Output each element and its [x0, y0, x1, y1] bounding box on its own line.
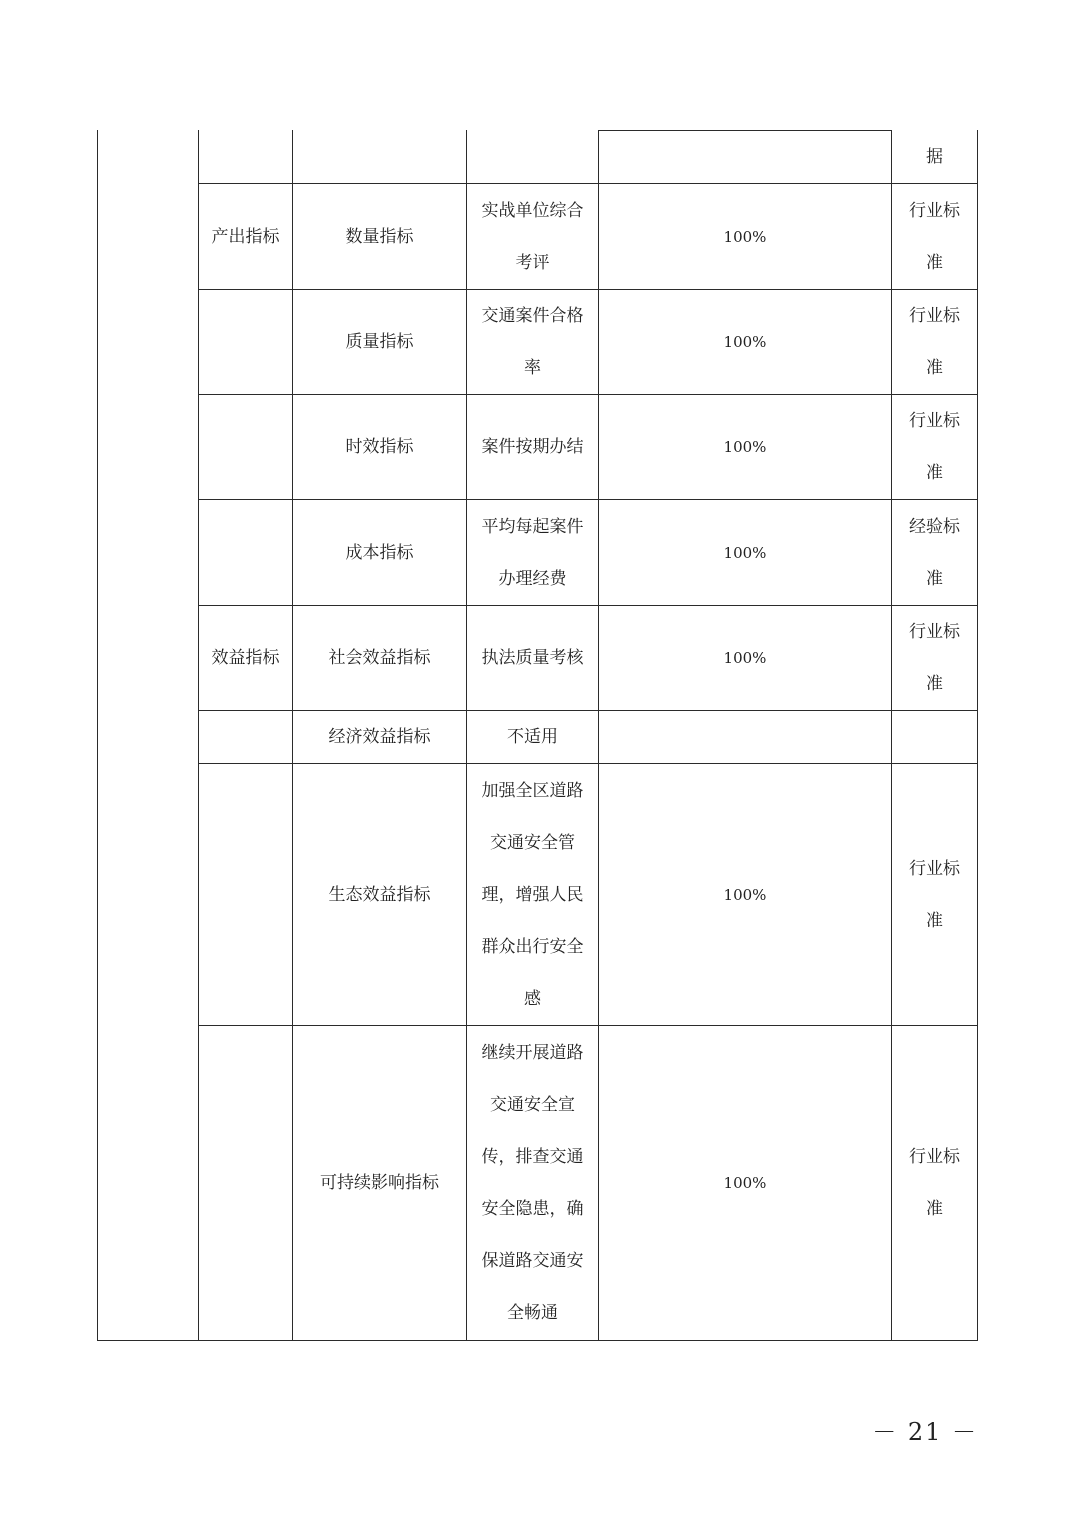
indicator-cell: 不适用 [507, 727, 558, 747]
value-cell: 100% [723, 649, 767, 667]
basis-cell: 行业标 准 [909, 1147, 960, 1219]
indicator-cell: 继续开展道路 交通安全宣 传，排查交通 安全隐患，确 保道路交通安 全畅通 [481, 1043, 584, 1323]
table-border-left [97, 130, 98, 1341]
basis-cell: 行业标 准 [909, 858, 960, 931]
value-cell: 100% [723, 438, 767, 456]
sub-indicator-cell: 数量指标 [345, 226, 414, 247]
basis-cell [892, 711, 977, 763]
page-number: － 21 － [872, 1418, 978, 1446]
value-cell [599, 711, 891, 763]
indicator-cell: 平均每起案件 办理经费 [481, 516, 584, 589]
value-cell: 100% [723, 885, 767, 904]
sub-indicator-cell: 经济效益指标 [328, 727, 431, 747]
table-col-line [198, 130, 199, 1341]
sub-indicator-cell: 可持续影响指标 [320, 1173, 439, 1193]
basis-cell: 行业标 准 [909, 200, 960, 273]
value-cell: 100% [723, 543, 767, 562]
group-cell: 效益指标 [211, 648, 280, 668]
sub-indicator-cell: 生态效益指标 [328, 884, 431, 905]
basis-cell: 行业标 准 [909, 306, 960, 378]
value-cell: 100% [723, 333, 767, 351]
sub-indicator-cell: 质量指标 [345, 332, 414, 352]
table-bottom-line [97, 1340, 978, 1341]
sub-indicator-cell: 时效指标 [345, 437, 414, 457]
sub-indicator-cell: 成本指标 [345, 542, 414, 563]
sub-indicator-cell: 社会效益指标 [328, 648, 431, 668]
indicator-cell: 执法质量考核 [481, 648, 584, 668]
basis-cell: 行业标 准 [909, 411, 960, 483]
indicator-cell: 交通案件合格 率 [481, 306, 584, 378]
basis-cell: 经验标 准 [909, 516, 960, 589]
value-cell: 100% [723, 1174, 767, 1192]
indicator-cell: 加强全区道路 交通安全管 理，增强人民 群众出行安全 感 [481, 780, 584, 1009]
table-border-right [977, 130, 978, 1341]
indicator-cell: 案件按期办结 [481, 437, 584, 457]
table-top-partial-line [598, 130, 892, 131]
value-cell: 100% [723, 227, 767, 246]
basis-cell-top: 据 [926, 146, 943, 167]
indicator-cell: 实战单位综合 考评 [481, 200, 584, 273]
basis-cell: 行业标 准 [909, 622, 960, 694]
group-cell: 产出指标 [211, 226, 280, 247]
